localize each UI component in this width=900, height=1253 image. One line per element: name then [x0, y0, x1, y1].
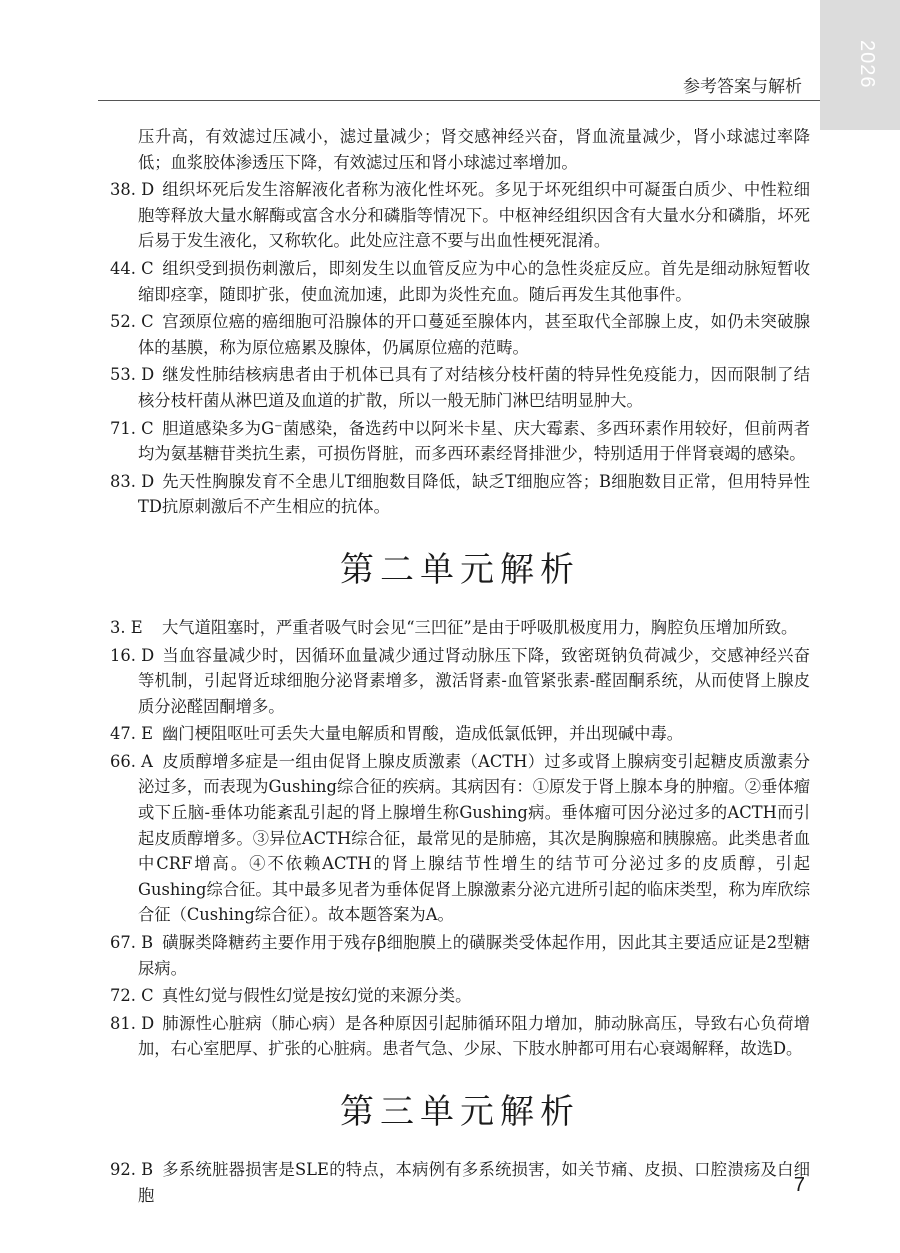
- answer-entry: [110, 309, 810, 360]
- answer-entry: [110, 416, 810, 467]
- answer-number: 52. C: [110, 312, 154, 332]
- answer-text: 先天性胸腺发育不全患儿T细胞数目降低，缺乏T细胞应答；B细胞数目正常，但用特异性TD抗原刺激后不产生相应的抗体。: [138, 471, 810, 517]
- answer-number: 67. B: [110, 933, 154, 953]
- answer-number: 92. B: [110, 1160, 154, 1179]
- answer-text: 继发性肺结核病患者由于机体已具有了对结核分枝杆菌的特异性免疫能力，因而限制了结核分枝杆菌从淋巴道及血道的扩散，所以一般无肺门淋巴结明显肿大。: [138, 365, 810, 410]
- section3-list: [110, 1157, 810, 1208]
- answer-text: 组织受到损伤刺激后，即刻发生以血管反应为中心的急性炎症反应。首先是细动脉短暂收缩即痉挛，随即扩张，使血流加速，此即为炎性充血。随后再发生其他事件。: [138, 258, 810, 304]
- edition-year: 2026: [856, 40, 878, 89]
- corner-tab: [820, 0, 900, 130]
- answer-number: 81. D: [110, 1013, 155, 1033]
- answer-text: 磺脲类降糖药主要作用于残存β细胞膜上的磺脲类受体起作用，因此其主要适应证是2型糖尿病。: [138, 933, 810, 978]
- answer-number: 53. D: [110, 365, 155, 385]
- answer-entry: [110, 749, 810, 928]
- section1-list: [110, 177, 810, 520]
- answer-number: 72. C: [110, 986, 154, 1006]
- answer-entry: [110, 1011, 810, 1062]
- answer-text: 大气道阻塞时，严重者吸气时会见“三凹征”是由于呼吸肌极度用力，胸腔负压增加所致。: [162, 617, 798, 637]
- answer-number: 66. A: [110, 751, 153, 771]
- answer-entry: [110, 643, 810, 720]
- answer-entry: [110, 721, 810, 747]
- section2-list: [110, 615, 810, 1062]
- answer-number: 38. D: [110, 180, 155, 200]
- answer-text: 当血容量减少时，因循环血量减少通过肾动脉压下降，致密斑钠负荷减少，交感神经兴奋等机制，引起肾近球细胞分泌肾素增多，激活肾素-血管紧张素-醛固酮系统，从而使肾上腺皮质分泌醛固酮增多。: [138, 645, 810, 716]
- header-divider: [98, 100, 820, 101]
- answer-entry: [110, 615, 810, 641]
- answer-text: 真性幻觉与假性幻觉是按幻觉的来源分类。: [162, 986, 472, 1006]
- answer-number: 3. E: [110, 617, 143, 637]
- answer-number: 71. C: [110, 418, 154, 438]
- answer-entry: [110, 362, 810, 413]
- answer-text: 幽门梗阻呕吐可丢失大量电解质和胃酸，造成低氯低钾，并出现碱中毒。: [162, 724, 684, 744]
- answer-entry: [110, 1157, 810, 1208]
- section-title-unit-2: 第二单元解析: [340, 549, 580, 590]
- answer-number: 47. E: [110, 724, 153, 744]
- answer-number: 44. C: [110, 258, 154, 278]
- answer-text: 胆道感染多为G⁻菌感染，备选药中以阿米卡星、庆大霉素、多西环素作用较好，但前两者均为氨基糖苷类抗生素，可损伤肾脏，而多西环素经肾排泄少，特别适用于伴肾衰竭的感染。: [138, 418, 810, 464]
- answer-text: 组织坏死后发生溶解液化者称为液化性坏死。多见于坏死组织中可凝蛋白质少、中性粒细胞等释放大量水解酶或富含水分和磷脂等情况下。中枢神经组织因含有大量水分和磷脂，坏死后易于发生液化，又称软化。此处应注意不要与出血性梗死混淆。: [138, 180, 810, 251]
- answer-entry: [110, 177, 810, 254]
- section-title-unit-3: 第三单元解析: [340, 1092, 580, 1132]
- answer-number: 83. D: [110, 471, 155, 491]
- answer-entry: [110, 469, 810, 520]
- page-number: 7: [793, 1174, 805, 1196]
- running-header: 参考答案与解析: [683, 77, 802, 96]
- answer-text: 多系统脏器损害是SLE的特点，本病例有多系统损害，如关节痛、皮损、口腔溃疡及白细胞: [138, 1160, 810, 1205]
- answer-number: 16. D: [110, 645, 155, 665]
- answer-text: 肺源性心脏病（肺心病）是各种原因引起肺循环阻力增加，肺动脉高压，导致右心负荷增加，右心室肥厚、扩张的心脏病。患者气急、少尿、下肢水肿都可用右心衰竭解释，故选D。: [138, 1013, 810, 1059]
- page-body: [110, 124, 810, 1210]
- answer-text: 皮质醇增多症是一组由促肾上腺皮质激素（ACTH）过多或肾上腺病变引起糖皮质激素分泌过多，而表现为Gushing综合征的疾病。其病因有：①原发于肾上腺本身的肿瘤。②垂体瘤或下丘脑-垂体功能紊乱引起的肾上腺增生称Gushing病。垂体瘤可因分泌过多的ACTH而引起皮质醇增多。③异位ACTH综合征，最常见的是肺癌，其次是胸腺癌和胰腺癌。此类患者血中CRF增高。④不依赖ACTH的肾上腺结节性增生的结节可分泌过多的皮质醇，引起Gushing综合征。其中最多见者为垂体促肾上腺激素分泌亢进所引起的临床类型，称为库欣综合征（Cushing综合征）。故本题答案为A。: [138, 751, 810, 925]
- answer-entry: [110, 930, 810, 981]
- answer-entry: [110, 256, 810, 307]
- answer-text: 宫颈原位癌的癌细胞可沿腺体的开口蔓延至腺体内，甚至取代全部腺上皮，如仍未突破腺体的基膜，称为原位癌累及腺体，仍属原位癌的范畴。: [138, 312, 810, 357]
- intro-paragraph: 压升高，有效滤过压减小，滤过量减少；肾交感神经兴奋，肾血流量减少，肾小球滤过率降低；血浆胶体渗透压下降，有效滤过压和肾小球滤过率增加。: [138, 127, 810, 172]
- answer-entry: [110, 983, 810, 1009]
